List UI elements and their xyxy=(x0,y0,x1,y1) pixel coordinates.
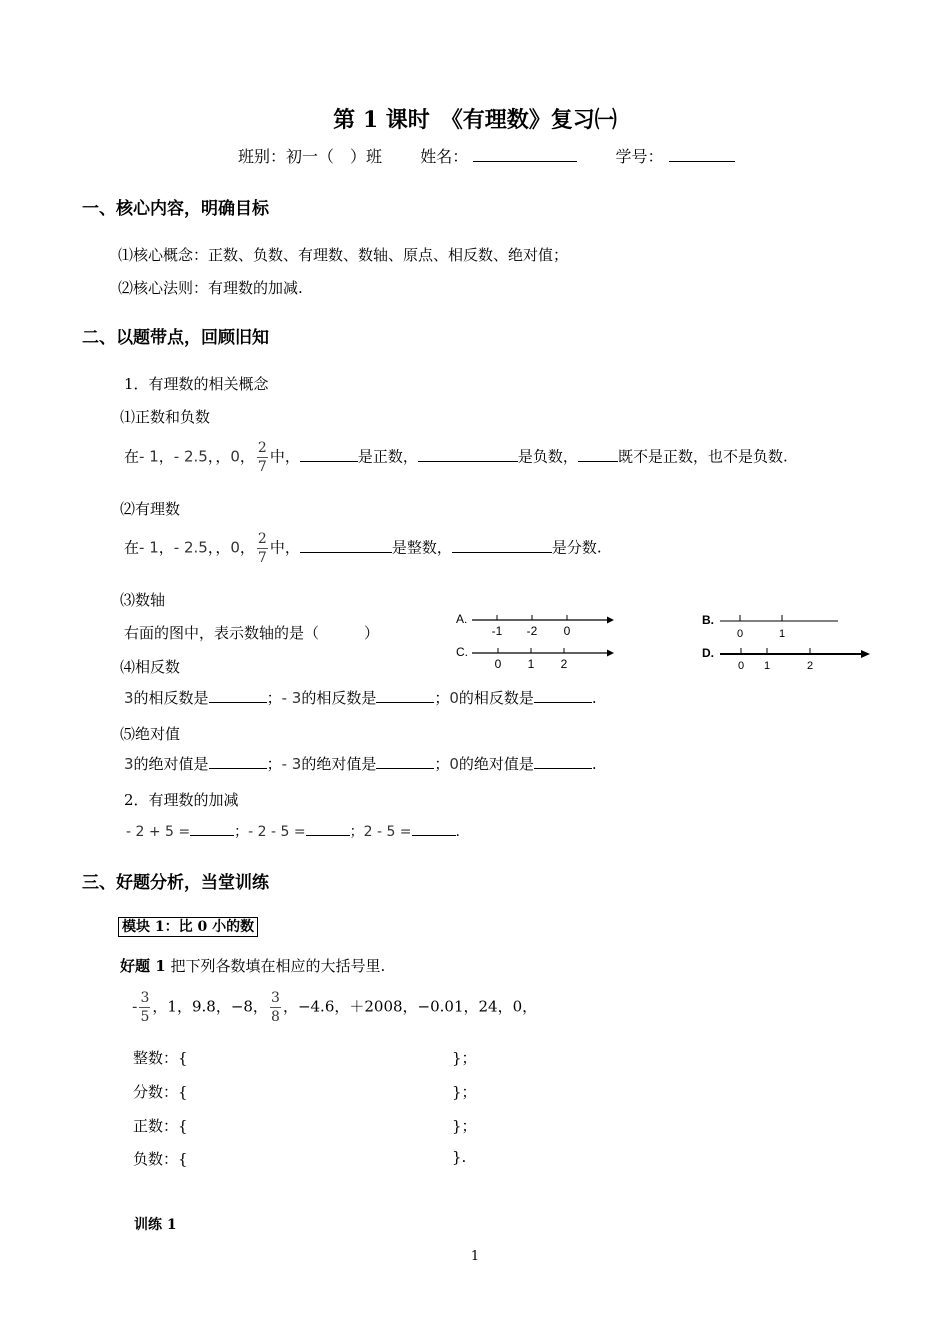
q1c-text: 右面的图中，表示数轴的是（ ） xyxy=(124,624,380,642)
axis-a-tick-3: 0 xyxy=(563,624,571,638)
axis-a-tick-1: -1 xyxy=(491,624,503,638)
blank-abs-neg3[interactable] xyxy=(376,754,434,769)
core-concepts: ⑴核心概念：正数、负数、有理数、数轴、原点、相反数、绝对值； xyxy=(118,246,569,264)
axis-b-label: B. xyxy=(702,613,714,627)
blank-sum-1[interactable] xyxy=(190,821,234,836)
blank-sum-2[interactable] xyxy=(306,821,350,836)
axis-d-tick-3: 2 xyxy=(806,660,814,672)
blank-opposite-3[interactable] xyxy=(209,688,267,703)
section-1-heading: 一、核心内容，明确目标 xyxy=(82,199,269,219)
number-lines-b-d xyxy=(698,606,876,674)
set-integers-close: }； xyxy=(452,1049,477,1067)
blank-neither[interactable] xyxy=(578,447,618,462)
axis-b-tick-2: 1 xyxy=(778,628,786,640)
q1b-line: 在- 1，- 2.5，，0， $\frac{2}{7}$ 中， 是整数， 是分数. xyxy=(124,531,602,566)
name-blank[interactable] xyxy=(473,147,577,162)
q2-title: 2．有理数的加减 xyxy=(124,791,239,809)
student-info xyxy=(238,144,735,167)
blank-integer[interactable] xyxy=(300,538,392,553)
id-label: 学号： xyxy=(615,147,664,166)
blank-opposite-0[interactable] xyxy=(534,688,592,703)
blank-fraction[interactable] xyxy=(452,538,552,553)
math-zero: 0 xyxy=(230,447,240,466)
q1a-line: 在- 1，- 2.5，，0， $\frac{2}{7}$ 中， 是正数， 是负数， 既不是正数，也不是负数. xyxy=(124,440,788,475)
axis-c-label: C. xyxy=(456,645,468,659)
math-neg1: - 1 xyxy=(139,447,159,466)
axis-d-label: D. xyxy=(702,646,714,660)
q1d-title: ⑷相反数 xyxy=(120,658,181,676)
set-positives-label: 正数：{ xyxy=(133,1117,188,1135)
axis-d-tick-2: 1 xyxy=(763,660,771,672)
fraction-3-8: $\frac{3}{8}$ xyxy=(270,990,280,1025)
set-integers-label: 整数：{ xyxy=(133,1049,188,1067)
blank-positive[interactable] xyxy=(300,447,358,462)
axis-a-tick-2: -2 xyxy=(526,624,538,638)
blank-sum-3[interactable] xyxy=(412,821,456,836)
math-neg2-5: - 2.5 xyxy=(173,447,208,466)
section-2-heading: 二、以题带点，回顾旧知 xyxy=(82,328,269,348)
section-3-heading: 三、好题分析，当堂训练 xyxy=(82,873,269,893)
blank-negative[interactable] xyxy=(418,447,518,462)
number-lines-a-c xyxy=(450,606,630,672)
name-label: 姓名： xyxy=(420,147,469,166)
axis-c-tick-1: 0 xyxy=(494,657,502,671)
set-fractions-close: }； xyxy=(452,1083,477,1101)
class-label: 班别：初一（ ）班 xyxy=(238,147,383,166)
axis-b-tick-1: 0 xyxy=(736,628,744,640)
q1b-title: ⑵有理数 xyxy=(120,500,181,518)
axis-c-tick-3: 2 xyxy=(560,657,568,671)
q2-line: - 2 + 5 = ；- 2 - 5 = ；2 - 5 = . xyxy=(126,821,460,841)
page-title: 第 1 课时 《有理数》复习㈠ xyxy=(333,107,617,133)
q1-title: 1．有理数的相关概念 xyxy=(124,375,269,393)
q1d-line: 3的相反数是 ；- 3的相反数是 ；0的相反数是 . xyxy=(124,689,597,707)
blank-abs-0[interactable] xyxy=(534,754,592,769)
q1e-title: ⑸绝对值 xyxy=(120,725,181,743)
id-blank[interactable] xyxy=(669,147,735,162)
page-number: 1 xyxy=(470,1249,480,1264)
q1c-title: ⑶数轴 xyxy=(120,591,166,609)
axis-d-tick-1: 0 xyxy=(737,660,745,672)
q1e-line: 3的绝对值是 ；- 3的绝对值是 ；0的绝对值是 . xyxy=(124,755,597,773)
axis-a-label: A. xyxy=(456,612,468,626)
number-list: - $\frac{3}{5}$ ，1，9.8，−8， $\frac{3}{8}$ ，−4.6，＋2008，−0.01，24，0， xyxy=(132,990,538,1025)
good-question-1: 好题 1 把下列各数填在相应的大括号里. xyxy=(120,957,386,975)
blank-opposite-neg3[interactable] xyxy=(376,688,434,703)
blank-abs-3[interactable] xyxy=(209,754,267,769)
set-negatives-close: }. xyxy=(452,1148,467,1166)
fraction-2-7: $\frac{2}{7}$ xyxy=(257,531,267,566)
q1a-title: ⑴正数和负数 xyxy=(120,408,211,426)
fraction-3-5: $\frac{3}{5}$ xyxy=(140,990,150,1025)
set-positives-close: }； xyxy=(452,1117,477,1135)
set-fractions-label: 分数：{ xyxy=(133,1083,188,1101)
training-1-label: 训练 1 xyxy=(134,1217,177,1233)
axis-c-tick-2: 1 xyxy=(527,657,535,671)
fraction-2-7: $\frac{2}{7}$ xyxy=(257,440,267,475)
module-1-label: 模块 1：比 0 小的数 xyxy=(118,916,258,936)
core-rules: ⑵核心法则：有理数的加减. xyxy=(118,279,303,297)
set-negatives-label: 负数：{ xyxy=(133,1150,188,1168)
